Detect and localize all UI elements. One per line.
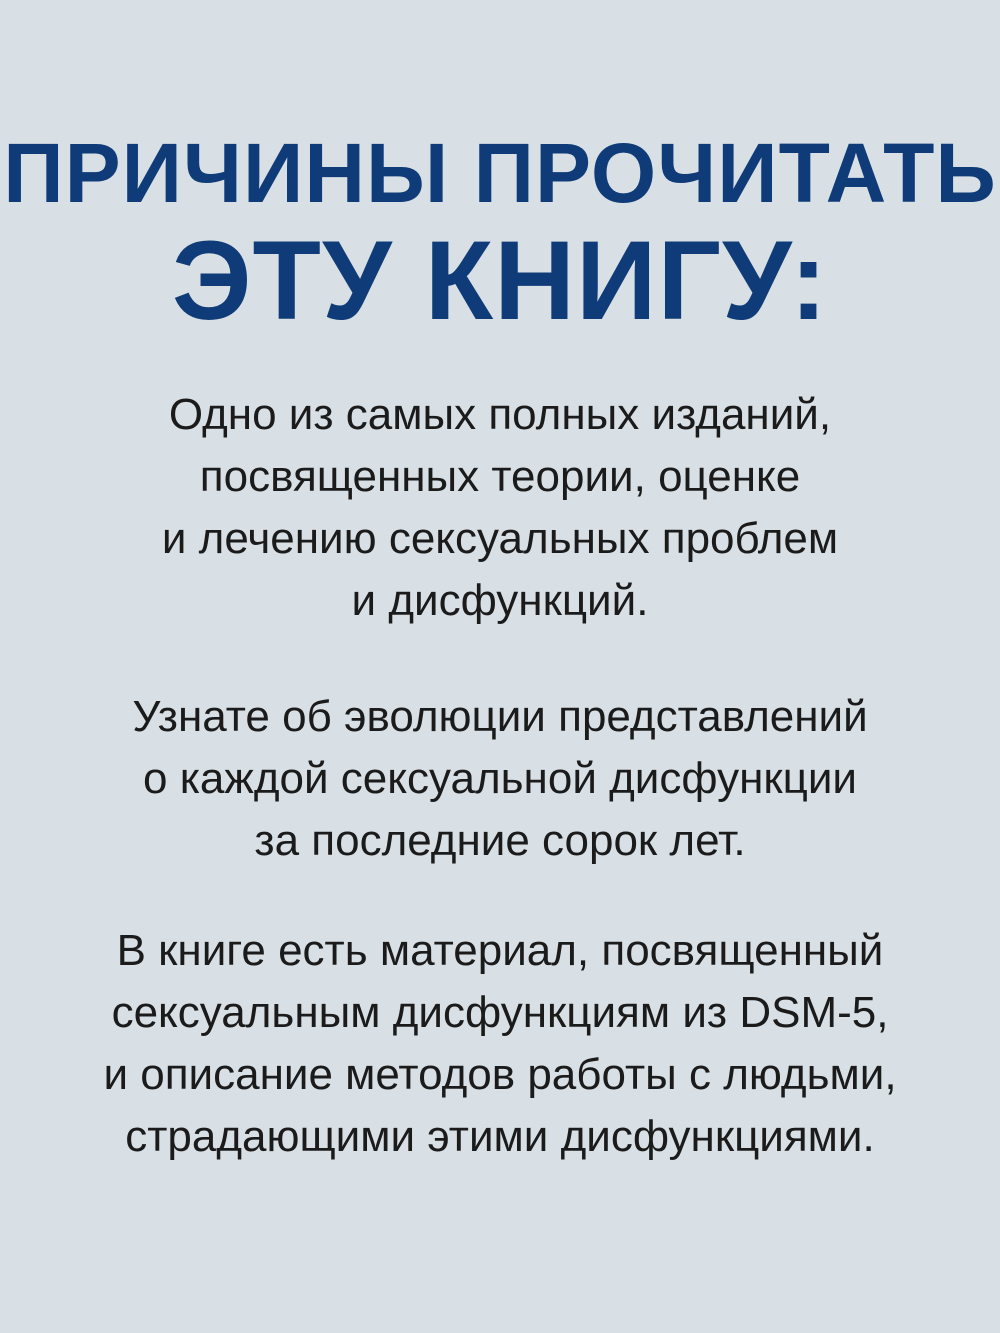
paragraph-line: сексуальным дисфункциям из DSM-5, xyxy=(111,988,889,1037)
title-line-1: ПРИЧИНЫ ПРОЧИТАТЬ xyxy=(3,126,997,221)
paragraph-line: В книге есть материал, посвященный xyxy=(116,926,884,975)
paragraph-line: и описание методов работы с людьми, xyxy=(103,1050,897,1099)
paragraph-line: о каждой сексуальной дисфункции xyxy=(143,754,857,803)
page-title xyxy=(0,125,1000,344)
paragraph-line: за последние сорок лет. xyxy=(254,816,746,865)
reason-paragraph-1 xyxy=(60,384,940,632)
reason-paragraph-3 xyxy=(60,920,940,1168)
paragraph-line: страдающими этими дисфункциями. xyxy=(125,1112,875,1161)
paragraph-line: Одно из самых полных изданий, xyxy=(168,390,832,439)
paragraph-line: посвященных теории, оценке xyxy=(199,452,801,501)
paragraph-line: и дисфункций. xyxy=(351,576,649,625)
paragraph-line: и лечению сексуальных проблем xyxy=(161,514,839,563)
title-line-2: ЭТУ КНИГУ: xyxy=(171,218,829,344)
reason-paragraph-2 xyxy=(60,686,940,872)
paragraph-line: Узнате об эволюции представлений xyxy=(132,692,868,741)
